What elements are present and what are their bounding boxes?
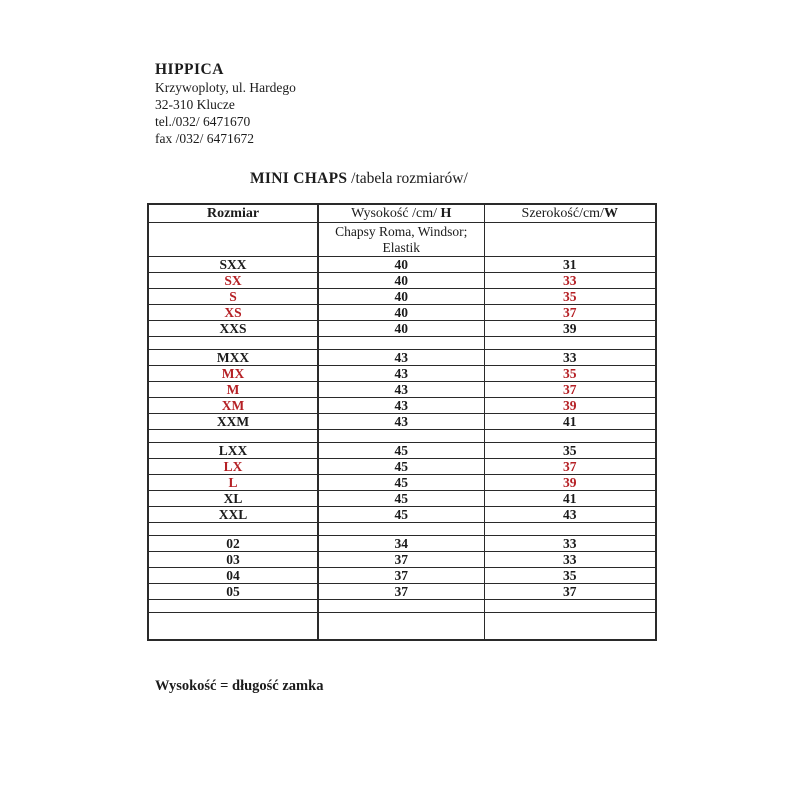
page-title-main: MINI CHAPS	[250, 170, 348, 187]
height-cell: 40	[318, 257, 484, 273]
table-row	[148, 305, 656, 321]
table-header-row	[148, 204, 656, 223]
table-subheader-row	[148, 223, 656, 257]
height-cell: 45	[318, 507, 484, 523]
table-row	[148, 568, 656, 584]
table-row	[148, 366, 656, 382]
column-header-height-text: Wysokość /cm/	[351, 206, 441, 221]
width-cell: 35	[484, 443, 656, 459]
table-row	[148, 584, 656, 600]
column-header-height-unit: H	[440, 206, 452, 221]
empty-cell	[148, 337, 318, 350]
size-cell: 05	[148, 584, 318, 600]
company-phone: tel./032/ 6471670	[155, 114, 251, 129]
empty-cell	[148, 430, 318, 443]
table-row	[148, 350, 656, 366]
size-cell: SXX	[148, 257, 318, 273]
height-cell: 43	[318, 414, 484, 430]
empty-cell	[318, 613, 484, 641]
size-cell: 03	[148, 552, 318, 568]
width-cell: 39	[484, 321, 656, 337]
height-cell: 45	[318, 459, 484, 475]
table-row	[148, 398, 656, 414]
height-cell: 34	[318, 536, 484, 552]
table-row	[148, 507, 656, 523]
table-row	[148, 536, 656, 552]
width-cell: 41	[484, 414, 656, 430]
empty-cell	[484, 337, 656, 350]
height-cell: 45	[318, 443, 484, 459]
size-table	[147, 203, 657, 641]
subheader-empty-cell	[148, 223, 318, 257]
height-cell: 43	[318, 350, 484, 366]
empty-cell	[148, 600, 318, 613]
height-cell: 40	[318, 289, 484, 305]
width-cell: 33	[484, 273, 656, 289]
width-cell: 31	[484, 257, 656, 273]
width-cell: 35	[484, 289, 656, 305]
height-cell: 37	[318, 584, 484, 600]
height-cell: 45	[318, 491, 484, 507]
footer-note: Wysokość = długość zamka	[155, 678, 324, 694]
empty-cell	[318, 600, 484, 613]
table-row	[148, 459, 656, 475]
size-cell: 04	[148, 568, 318, 584]
page-title	[250, 170, 468, 188]
empty-cell	[484, 523, 656, 536]
width-cell: 35	[484, 568, 656, 584]
width-cell: 33	[484, 536, 656, 552]
width-cell: 39	[484, 398, 656, 414]
size-cell: L	[148, 475, 318, 491]
page-title-suffix: /tabela rozmiarów/	[347, 170, 468, 187]
height-cell: 40	[318, 273, 484, 289]
company-address-line2: 32-310 Klucze	[155, 97, 235, 112]
size-cell: MX	[148, 366, 318, 382]
subheader-empty-cell	[484, 223, 656, 257]
column-header-size: Rozmiar	[148, 204, 318, 223]
height-cell: 45	[318, 475, 484, 491]
size-cell: S	[148, 289, 318, 305]
company-address-line1: Krzywoploty, ul. Hardego	[155, 80, 296, 95]
company-fax: fax /032/ 6471672	[155, 131, 254, 146]
subheader-models-cell	[318, 223, 484, 257]
height-cell: 40	[318, 321, 484, 337]
width-cell: 39	[484, 475, 656, 491]
empty-cell	[148, 523, 318, 536]
width-cell: 37	[484, 305, 656, 321]
width-cell: 37	[484, 459, 656, 475]
separator-row	[148, 600, 656, 613]
table-row	[148, 443, 656, 459]
size-cell: 02	[148, 536, 318, 552]
width-cell: 41	[484, 491, 656, 507]
column-header-width-unit: W	[603, 206, 618, 221]
width-cell: 33	[484, 552, 656, 568]
width-cell: 37	[484, 584, 656, 600]
height-cell: 43	[318, 366, 484, 382]
table-row	[148, 414, 656, 430]
height-cell: 40	[318, 305, 484, 321]
height-cell: 37	[318, 568, 484, 584]
empty-cell	[318, 523, 484, 536]
empty-cell	[484, 613, 656, 641]
height-cell: 43	[318, 398, 484, 414]
subheader-models-line1: Chapsy Roma, Windsor;	[335, 223, 468, 239]
separator-row	[148, 337, 656, 350]
size-cell: XXS	[148, 321, 318, 337]
company-block	[155, 60, 296, 147]
width-cell: 35	[484, 366, 656, 382]
size-cell: LX	[148, 459, 318, 475]
size-cell: XS	[148, 305, 318, 321]
column-header-width	[484, 204, 656, 223]
table-row	[148, 321, 656, 337]
separator-row	[148, 430, 656, 443]
table-row	[148, 382, 656, 398]
size-cell: LXX	[148, 443, 318, 459]
empty-cell	[484, 430, 656, 443]
table-row	[148, 552, 656, 568]
company-name: HIPPICA	[155, 61, 224, 78]
size-cell: XL	[148, 491, 318, 507]
size-cell: XXM	[148, 414, 318, 430]
table-row	[148, 273, 656, 289]
width-cell: 33	[484, 350, 656, 366]
separator-row	[148, 523, 656, 536]
table-row	[148, 475, 656, 491]
width-cell: 37	[484, 382, 656, 398]
column-header-width-text: Szerokość/cm/	[521, 206, 604, 221]
size-cell: XM	[148, 398, 318, 414]
table-row	[148, 289, 656, 305]
empty-cell	[318, 430, 484, 443]
size-cell: SX	[148, 273, 318, 289]
column-header-height	[318, 204, 484, 223]
separator-row	[148, 613, 656, 641]
empty-cell	[318, 337, 484, 350]
empty-cell	[148, 613, 318, 641]
size-table-body	[148, 257, 656, 641]
table-row	[148, 491, 656, 507]
height-cell: 43	[318, 382, 484, 398]
size-cell: XXL	[148, 507, 318, 523]
size-cell: MXX	[148, 350, 318, 366]
size-table-container	[147, 203, 657, 641]
subheader-models-line2: Elastik	[382, 239, 420, 255]
width-cell: 43	[484, 507, 656, 523]
size-cell: M	[148, 382, 318, 398]
empty-cell	[484, 600, 656, 613]
height-cell: 37	[318, 552, 484, 568]
table-row	[148, 257, 656, 273]
